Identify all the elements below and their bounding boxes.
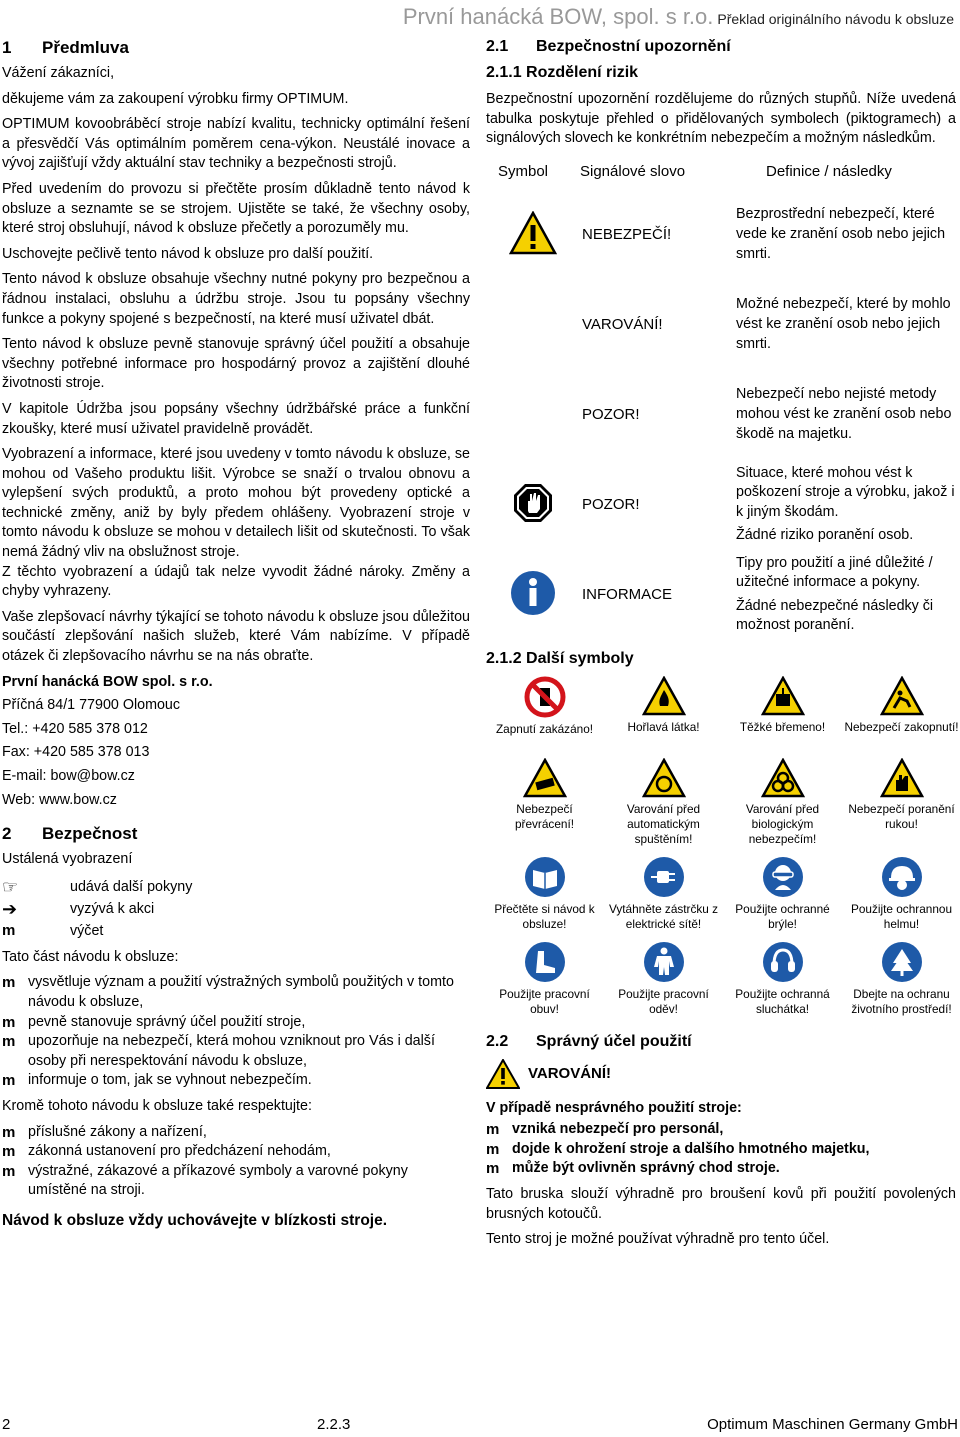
- danger-triangle-icon: [509, 211, 557, 255]
- symbol-cell: Hořlavá látka!: [605, 676, 722, 737]
- tipping-hazard-icon: [523, 758, 567, 798]
- company-name: První hanácká BOW spol. s r.o.: [2, 673, 213, 690]
- paragraph: Tento návod k obsluze obsahuje všechny nutné pokyny pro bezpečnou a řádnou instalaci, obsluhu a údržbu stroje. Jsou tu popsány všechny funkce a pokyny spojené s bezpečností, na které musí uživatel dbát.: [2, 271, 470, 327]
- symbol-cell: Zapnutí zakázáno!: [486, 676, 603, 737]
- paragraph: děkujeme vám za zakoupení výrobku firmy OPTIMUM.: [2, 90, 349, 107]
- signal-word: INFORMACE: [582, 586, 672, 604]
- symbol-cell: Varování před automatickým spuštěním!: [605, 758, 722, 846]
- section-2-1-heading: 2.1 Bezpečnostní upozornění: [486, 38, 731, 55]
- section-2-1-2-heading: 2.1.2 Další symboly: [486, 649, 634, 667]
- list-item: m upozorňuje na nebezpečí, která mohou vzniknout pro Vás i další osoby při nerespektování návodu k obsluze,: [2, 1032, 470, 1071]
- paragraph: Uschovejte pečlivě tento návod k obsluze pro další použití.: [2, 245, 374, 262]
- paragraph: OPTIMUM kovoobráběcí stroje nabízí kvalitu, technicky optimální řešení a přesvědčí Vás optimálním poměrem cena-výkon. Neustálé inovace a vývoj zajišťují vždy aktuální stav techniky a bezpečnosti strojů.: [2, 116, 470, 172]
- arrow-right-icon: ➔: [2, 898, 18, 919]
- phone: Tel.: +420 585 378 012: [2, 720, 148, 737]
- column-header: Signálové slovo: [580, 162, 686, 180]
- signal-word: VAROVÁNÍ!: [582, 316, 663, 334]
- intro-paragraph: Bezpečnostní upozornění rozdělujeme do různých stupňů. Níže uvedená tabulka poskytuje přehled o přidělovaných symbolech (piktogramech) a signálových slovech ke konkrétním nebezpečím a možným následkům.: [486, 91, 956, 147]
- table-row: [486, 190, 956, 280]
- warning-triangle-icon: [486, 1059, 520, 1089]
- warning-line: [486, 1059, 956, 1089]
- warning-label: VAROVÁNÍ!: [528, 1065, 612, 1083]
- stop-hand-icon: [513, 483, 553, 523]
- definition: Nebezpečí nebo nejisté metody mohou vést ke zranění osob nebo škodě na majetku.: [736, 386, 952, 442]
- paragraph: Vaše zlepšovací návrhy týkající se tohoto návodu k obsluze jsou důležitou součástí zlepšování našich služeb, které Vám nabízíme. V případě otázek či zlepšovacího návrhu se na nás obraťte.: [2, 608, 470, 665]
- definition: Bezprostřední nebezpečí, které vede ke zranění osob nebo jejich smrti.: [736, 206, 946, 262]
- signal-word: POZOR!: [582, 406, 640, 424]
- symbol-cell: Použijte ochranná sluchátka!: [724, 941, 841, 1016]
- list-item: m výstražné, zákazové a příkazové symboly a varovné pokyny umístěné na stroji.: [2, 1162, 470, 1201]
- unplug-icon: [643, 856, 685, 898]
- section-2-1-1-heading: 2.1.1 Rozdělení rizik: [486, 64, 639, 81]
- email: E-mail: bow@bow.cz: [2, 768, 135, 784]
- convention-row: ➔ vyzývá k akci: [2, 898, 155, 919]
- symbol-cell: Nebezpečí převrácení!: [486, 758, 603, 846]
- list-item: m může být ovlivněn správný chod stroje.: [486, 1159, 956, 1179]
- address: Příčná 84/1 77900 Olomouc: [2, 697, 181, 714]
- section-number: 2.2.3: [317, 1416, 351, 1433]
- ear-protection-icon: [762, 941, 804, 983]
- left-column: [2, 38, 470, 1237]
- symbol-cell: Dbejte na ochranu životního prostředí!: [843, 941, 960, 1016]
- table-row: [486, 460, 956, 550]
- helmet-icon: [881, 856, 923, 898]
- list-item: m informuje o tom, jak se vyhnout nebezpečím.: [2, 1071, 470, 1091]
- bullet-icon: m: [2, 921, 16, 939]
- symbol-cell: Nebezpečí zakopnutí!: [843, 676, 960, 737]
- fax: Fax: +420 585 378 013: [2, 744, 150, 761]
- symbol-cell: Použijte pracovní obuv!: [486, 941, 603, 1016]
- convention-row: m výčet: [2, 920, 470, 942]
- list-item: m vzniká nebezpečí pro personál,: [486, 1120, 956, 1140]
- list-item: m dojde k ohrožení stroje a dalšího hmotného majetku,: [486, 1140, 956, 1160]
- copyright: Optimum Maschinen Germany GmbH: [707, 1416, 958, 1433]
- section-1-heading: 1 Předmluva: [2, 38, 129, 57]
- list-item: m zákonná ustanovení pro předcházení nehodám,: [2, 1142, 470, 1162]
- definition: Možné nebezpečí, které by mohlo vést ke zranění osob nebo jejich smrti.: [736, 296, 951, 352]
- biohazard-icon: [761, 758, 805, 798]
- definition: Situace, které mohou vést k poškození stroje a výrobku, jakož i k jiným škodám. Žádné riziko poranění osob.: [736, 464, 955, 544]
- header-translation: Překlad originálního návodu k obsluze: [717, 11, 954, 27]
- page-number: 2: [2, 1416, 11, 1433]
- part-list: [2, 973, 470, 1091]
- paragraph: Tato bruska slouží výhradně pro broušení kovů při použití povolených brusných kotoučů.: [486, 1185, 956, 1222]
- paragraph: V kapitole Údržba jsou popsány všechny údržbářské práce a funkční zkoušky, které musí uživatel pravidelně provádět.: [2, 400, 470, 437]
- heavy-load-icon: [761, 676, 805, 716]
- safety-glasses-icon: [762, 856, 804, 898]
- symbols-grid: [486, 676, 959, 1017]
- paragraph: Před uvedením do provozu si přečtěte prosím důkladně tento návod k obsluze a seznamte se se strojem. Ujistěte se také, že všechny osoby, které stroj obsluhují, návod k obsluze přečetly a porozuměly mu.: [2, 180, 470, 237]
- environment-icon: [881, 941, 923, 983]
- page-header: [403, 4, 954, 30]
- list-item: m pevně stanovuje správný účel použití stroje,: [2, 1013, 470, 1033]
- greeting: Vážení zákazníci,: [2, 65, 115, 81]
- convention-row: ☞ udává další pokyny: [2, 876, 193, 897]
- read-manual-icon: [524, 856, 566, 898]
- misuse-list: [486, 1120, 956, 1179]
- section-2-heading: 2 Bezpečnost: [2, 824, 138, 844]
- table-row: [486, 280, 956, 370]
- website: Web: www.bow.cz: [2, 791, 117, 808]
- right-column: [486, 38, 959, 1256]
- symbol-cell: Vytáhněte zástrčku z elektrické sítě!: [605, 856, 722, 931]
- header-company: První hanácká BOW, spol. s r.o.: [402, 4, 714, 29]
- switch-on-prohibited-icon: [524, 676, 566, 718]
- conventions-title: Ustálená vyobrazení: [2, 851, 133, 868]
- paragraph: Vyobrazení a informace, které jsou uvedeny v tomto návodu k obsluze, se mohou od Vašeho produktu lišit. Výrobce se snaží o trvalou obnovu a vylepšení svých produktů, a proto mohou být provedeny optické a technické změny, aniž by byly předem ohlášeny. Vyobrazení stroje v tomto návodu k obsluze se mohou v detailech lišit od skutečnosti. To však nemá žádný vliv na obslužnost stroje.: [2, 446, 470, 561]
- work-clothes-icon: [643, 941, 685, 983]
- symbol-cell: Použijte ochrannou helmu!: [843, 856, 960, 931]
- respect-list: [2, 1123, 470, 1201]
- table-row: [486, 550, 956, 640]
- paragraph: Z těchto vyobrazení a údajů tak nelze vyvodit žádné nároky. Změny a chyby vyhrazeny.: [2, 563, 470, 600]
- symbol-cell: Těžké břemeno!: [724, 676, 841, 737]
- part-title: Tato část návodu k obsluze:: [2, 948, 179, 965]
- list-item: m příslušné zákony a nařízení,: [2, 1123, 470, 1143]
- flammable-icon: [642, 676, 686, 716]
- symbol-cell: Nebezpečí poranění rukou!: [843, 758, 960, 846]
- table-header-row: [486, 155, 956, 190]
- definition: Tipy pro použití a jiné důležité / užitečné informace a pokyny. Žádné nebezpečné následky či možnost poranění.: [736, 554, 934, 634]
- final-note: Návod k obsluze vždy uchovávejte v blízkosti stroje.: [2, 1211, 388, 1229]
- table-row: [486, 370, 956, 460]
- safety-shoes-icon: [524, 941, 566, 983]
- symbol-cell: Varování před biologickým nebezpečím!: [724, 758, 841, 846]
- info-icon: [510, 570, 556, 616]
- symbol-cell: Přečtěte si návod k obsluze!: [486, 856, 603, 931]
- list-item: m vysvětluje význam a použití výstražných symbolů použitých v tomto návodu k obsluze,: [2, 973, 470, 1012]
- signal-word: POZOR!: [582, 496, 640, 514]
- respect-title: Kromě tohoto návodu k obsluze také respektujte:: [2, 1097, 312, 1114]
- hand-injury-icon: [880, 758, 924, 798]
- misuse-title: V případě nesprávného použití stroje:: [486, 1099, 742, 1116]
- risk-table: [486, 155, 956, 640]
- pointing-hand-icon: ☞: [2, 876, 19, 897]
- signal-word: NEBEZPEČÍ!: [582, 226, 672, 244]
- symbol-cell: Použijte pracovní oděv!: [605, 941, 722, 1016]
- paragraph: Tento návod k obsluze pevně stanovuje správný účel použití a obsahuje všechny potřebné informace pro hospodárný provoz a zajištění dlouhé životnosti stroje.: [2, 336, 470, 392]
- paragraph: Tento stroj je možné používat výhradně pro tento účel.: [486, 1231, 830, 1248]
- tripping-hazard-icon: [880, 676, 924, 716]
- column-header: Symbol: [498, 162, 549, 180]
- symbol-cell: Použijte ochranné brýle!: [724, 856, 841, 931]
- section-2-2-heading: 2.2 Správný účel použití: [486, 1032, 692, 1050]
- automatic-start-icon: [642, 758, 686, 798]
- conventions-list: [2, 876, 470, 942]
- column-header: Definice / následky: [766, 162, 892, 180]
